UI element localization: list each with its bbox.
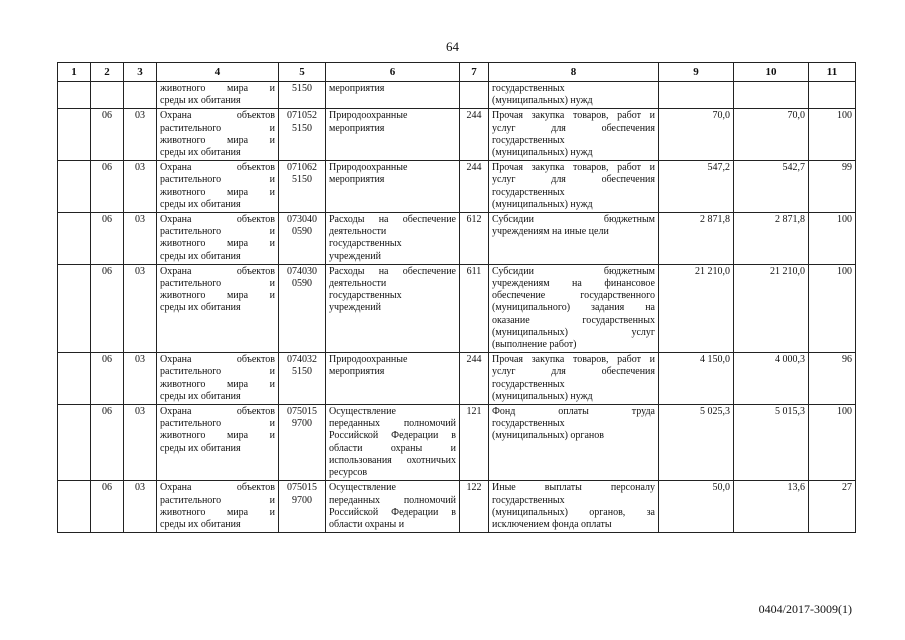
cell-col-7: 244 [460, 109, 489, 161]
cell-line: государственных [492, 186, 565, 198]
cell-col-4 [157, 353, 279, 405]
cell-line: животного мира и [160, 290, 275, 302]
cell-line: среды их обитания [160, 95, 241, 107]
cell-line: переданных полномочий [329, 494, 456, 506]
cell-line: растительного и [160, 226, 275, 238]
column-header-11: 11 [809, 63, 856, 82]
cell-col-2: 06 [91, 213, 124, 265]
cell-line: государственных [492, 378, 565, 390]
table-row [58, 82, 856, 109]
column-header-8: 8 [489, 63, 659, 82]
cell-line: 074030 [287, 265, 317, 277]
cell-col-4 [157, 109, 279, 161]
cell-col-6 [326, 109, 460, 161]
column-header-1: 1 [58, 63, 91, 82]
cell-line: Прочая закупка товаров, работ и [492, 354, 655, 366]
table-body [58, 82, 856, 533]
cell-line: 075015 [287, 406, 317, 418]
cell-line: 0590 [292, 278, 312, 290]
cell-line: (муниципальных) органов, за [492, 506, 655, 518]
cell-col-9: 50,0 [659, 481, 734, 533]
cell-line: 073040 [287, 214, 317, 226]
cell-col-3: 03 [124, 161, 157, 213]
column-header-6: 6 [326, 63, 460, 82]
page-number: 64 [446, 39, 459, 54]
cell-line: животного мира и [160, 506, 275, 518]
cell-line: животного мира и [160, 134, 275, 146]
cell-col-8 [489, 481, 659, 533]
cell-line: услуг для обеспечения [492, 174, 655, 186]
cell-line: (муниципальных) услуг [492, 326, 655, 338]
cell-line: (муниципальных) органов [492, 430, 605, 442]
cell-line: 075015 [287, 482, 317, 494]
table-row [58, 353, 856, 405]
cell-line: учреждениям на иные цели [492, 226, 609, 238]
table-row [58, 161, 856, 213]
cell-line: (муниципальных) нужд [492, 147, 593, 159]
cell-line: учреждений [329, 250, 381, 262]
cell-col-1 [58, 405, 91, 481]
column-header-4: 4 [157, 63, 279, 82]
cell-col-6 [326, 161, 460, 213]
cell-col-3: 03 [124, 405, 157, 481]
cell-col-8 [489, 161, 659, 213]
cell-line: Расходы на обеспечение [329, 265, 456, 277]
budget-table [57, 62, 856, 533]
cell-line: животного мира и [160, 238, 275, 250]
cell-col-9: 5 025,3 [659, 405, 734, 481]
cell-line: Субсидии бюджетным [492, 265, 655, 277]
cell-line: Природоохранные [329, 110, 408, 122]
cell-line: услуг для обеспечения [492, 122, 655, 134]
column-header-5: 5 [279, 63, 326, 82]
column-header-2: 2 [91, 63, 124, 82]
cell-line: Российской Федерации в [329, 506, 456, 518]
cell-col-5 [279, 161, 326, 213]
table-row [58, 481, 856, 533]
cell-col-9: 4 150,0 [659, 353, 734, 405]
column-header-3: 3 [124, 63, 157, 82]
document-code: 0404/2017-3009(1) [758, 602, 852, 616]
cell-line: (выполнение работ) [492, 339, 577, 351]
cell-line: животного мира и [160, 430, 275, 442]
table-row [58, 109, 856, 161]
cell-line: растительного и [160, 174, 275, 186]
cell-col-4 [157, 481, 279, 533]
cell-line: растительного и [160, 494, 275, 506]
cell-col-5 [279, 213, 326, 265]
cell-line: исключением фонда оплаты [492, 518, 612, 530]
cell-line: Природоохранные [329, 354, 408, 366]
cell-col-6 [326, 213, 460, 265]
cell-col-1 [58, 481, 91, 533]
cell-col-2: 06 [91, 405, 124, 481]
cell-col-6 [326, 481, 460, 533]
table-row [58, 405, 856, 481]
cell-col-8 [489, 353, 659, 405]
cell-line: Охрана объектов [160, 110, 275, 122]
cell-col-10: 5 015,3 [734, 405, 809, 481]
cell-line: Охрана объектов [160, 162, 275, 174]
cell-line: деятельности [329, 226, 387, 238]
cell-col-4 [157, 405, 279, 481]
cell-line: среды их обитания [160, 147, 241, 159]
cell-line: Охрана объектов [160, 265, 275, 277]
cell-col-11 [809, 82, 856, 109]
cell-line: животного мира и [160, 186, 275, 198]
cell-col-2: 06 [91, 109, 124, 161]
cell-line: растительного и [160, 122, 275, 134]
cell-col-7: 244 [460, 353, 489, 405]
cell-line: среды их обитания [160, 250, 241, 262]
cell-line: (муниципального) задания на [492, 302, 655, 314]
cell-line: мероприятия [329, 366, 385, 378]
cell-line: Иные выплаты персоналу [492, 482, 655, 494]
cell-col-11: 27 [809, 481, 856, 533]
cell-col-6 [326, 264, 460, 352]
cell-col-4 [157, 82, 279, 109]
cell-col-1 [58, 109, 91, 161]
column-header-10: 10 [734, 63, 809, 82]
cell-line: Осуществление [329, 482, 396, 494]
cell-line: животного мира и [160, 83, 275, 94]
cell-col-11: 100 [809, 264, 856, 352]
cell-col-3: 03 [124, 213, 157, 265]
cell-col-1 [58, 213, 91, 265]
cell-col-7: 121 [460, 405, 489, 481]
cell-col-3: 03 [124, 109, 157, 161]
cell-line: растительного и [160, 366, 275, 378]
cell-line: ресурсов [329, 467, 368, 479]
cell-col-1 [58, 82, 91, 109]
cell-line: (муниципальных) нужд [492, 198, 593, 210]
cell-col-5 [279, 405, 326, 481]
table-row [58, 264, 856, 352]
cell-line: Охрана объектов [160, 482, 275, 494]
cell-col-9: 21 210,0 [659, 264, 734, 352]
cell-col-10: 21 210,0 [734, 264, 809, 352]
cell-col-5 [279, 353, 326, 405]
cell-line: 5150 [292, 122, 312, 134]
cell-line: 071052 [287, 110, 317, 122]
cell-col-9: 2 871,8 [659, 213, 734, 265]
cell-line: Фонд оплаты труда [492, 406, 655, 418]
cell-col-8 [489, 405, 659, 481]
cell-col-4 [157, 264, 279, 352]
cell-col-7 [460, 82, 489, 109]
cell-line: среды их обитания [160, 198, 241, 210]
table-row [58, 213, 856, 265]
column-header-7: 7 [460, 63, 489, 82]
cell-line: животного мира и [160, 378, 275, 390]
cell-col-10: 13,6 [734, 481, 809, 533]
cell-col-2: 06 [91, 264, 124, 352]
cell-line: государственных [492, 83, 565, 94]
cell-line: Прочая закупка товаров, работ и [492, 110, 655, 122]
cell-line: растительного и [160, 278, 275, 290]
cell-line: 9700 [292, 494, 312, 506]
cell-line: области охраны и [329, 518, 405, 530]
cell-line: растительного и [160, 418, 275, 430]
cell-col-10 [734, 82, 809, 109]
cell-col-6 [326, 353, 460, 405]
cell-line: среды их обитания [160, 442, 241, 454]
cell-line: Российской Федерации в [329, 430, 456, 442]
cell-col-7: 244 [460, 161, 489, 213]
cell-line: 5150 [292, 83, 312, 94]
cell-col-9: 547,2 [659, 161, 734, 213]
cell-col-2 [91, 82, 124, 109]
cell-line: учреждений [329, 302, 381, 314]
cell-col-10: 70,0 [734, 109, 809, 161]
cell-line: Расходы на обеспечение [329, 214, 456, 226]
cell-col-3 [124, 82, 157, 109]
cell-line: государственных [492, 418, 565, 430]
cell-col-2: 06 [91, 481, 124, 533]
cell-col-7: 611 [460, 264, 489, 352]
cell-line: (муниципальных) нужд [492, 390, 593, 402]
header-row [58, 63, 856, 82]
cell-line: Охрана объектов [160, 354, 275, 366]
cell-line: Осуществление [329, 406, 396, 418]
cell-line: услуг для обеспечения [492, 366, 655, 378]
cell-line: мероприятия [329, 122, 385, 134]
cell-line: мероприятия [329, 83, 385, 94]
cell-line: среды их обитания [160, 518, 241, 530]
cell-col-3: 03 [124, 481, 157, 533]
cell-line: 0590 [292, 226, 312, 238]
cell-line: (муниципальных) нужд [492, 95, 593, 107]
cell-line: государственных [329, 238, 402, 250]
cell-col-2: 06 [91, 353, 124, 405]
cell-line: 5150 [292, 174, 312, 186]
cell-line: 9700 [292, 418, 312, 430]
cell-line: обеспечение государственного [492, 290, 655, 302]
cell-col-11: 99 [809, 161, 856, 213]
cell-col-5 [279, 264, 326, 352]
cell-line: Субсидии бюджетным [492, 214, 655, 226]
cell-line: среды их обитания [160, 390, 241, 402]
cell-col-8 [489, 109, 659, 161]
cell-line: Охрана объектов [160, 406, 275, 418]
cell-col-11: 96 [809, 353, 856, 405]
cell-line: Охрана объектов [160, 214, 275, 226]
cell-col-11: 100 [809, 405, 856, 481]
cell-line: 5150 [292, 366, 312, 378]
cell-line: деятельности [329, 278, 387, 290]
cell-col-9: 70,0 [659, 109, 734, 161]
cell-col-8 [489, 213, 659, 265]
cell-col-8 [489, 264, 659, 352]
cell-line: использования охотничьих [329, 454, 456, 466]
cell-col-1 [58, 353, 91, 405]
cell-col-10: 542,7 [734, 161, 809, 213]
cell-line: 074032 [287, 354, 317, 366]
cell-line: 071062 [287, 162, 317, 174]
cell-line: Природоохранные [329, 162, 408, 174]
cell-line: среды их обитания [160, 302, 241, 314]
cell-col-6 [326, 405, 460, 481]
cell-col-4 [157, 213, 279, 265]
cell-col-8 [489, 82, 659, 109]
cell-col-10: 4 000,3 [734, 353, 809, 405]
cell-line: государственных [492, 134, 565, 146]
cell-line: Прочая закупка товаров, работ и [492, 162, 655, 174]
cell-line: области охраны и [329, 442, 456, 454]
cell-col-3: 03 [124, 264, 157, 352]
cell-col-9 [659, 82, 734, 109]
cell-col-1 [58, 264, 91, 352]
cell-col-3: 03 [124, 353, 157, 405]
cell-line: государственных [329, 290, 402, 302]
cell-col-11: 100 [809, 213, 856, 265]
cell-line: переданных полномочий [329, 418, 456, 430]
cell-line: мероприятия [329, 174, 385, 186]
cell-col-7: 612 [460, 213, 489, 265]
cell-line: государственных [492, 494, 565, 506]
column-header-9: 9 [659, 63, 734, 82]
cell-col-1 [58, 161, 91, 213]
cell-line: оказание государственных [492, 314, 655, 326]
cell-col-5 [279, 109, 326, 161]
cell-col-5 [279, 82, 326, 109]
cell-col-6 [326, 82, 460, 109]
cell-col-10: 2 871,8 [734, 213, 809, 265]
cell-line: учреждениям на финансовое [492, 278, 655, 290]
cell-col-7: 122 [460, 481, 489, 533]
cell-col-4 [157, 161, 279, 213]
cell-col-2: 06 [91, 161, 124, 213]
cell-col-5 [279, 481, 326, 533]
cell-col-11: 100 [809, 109, 856, 161]
